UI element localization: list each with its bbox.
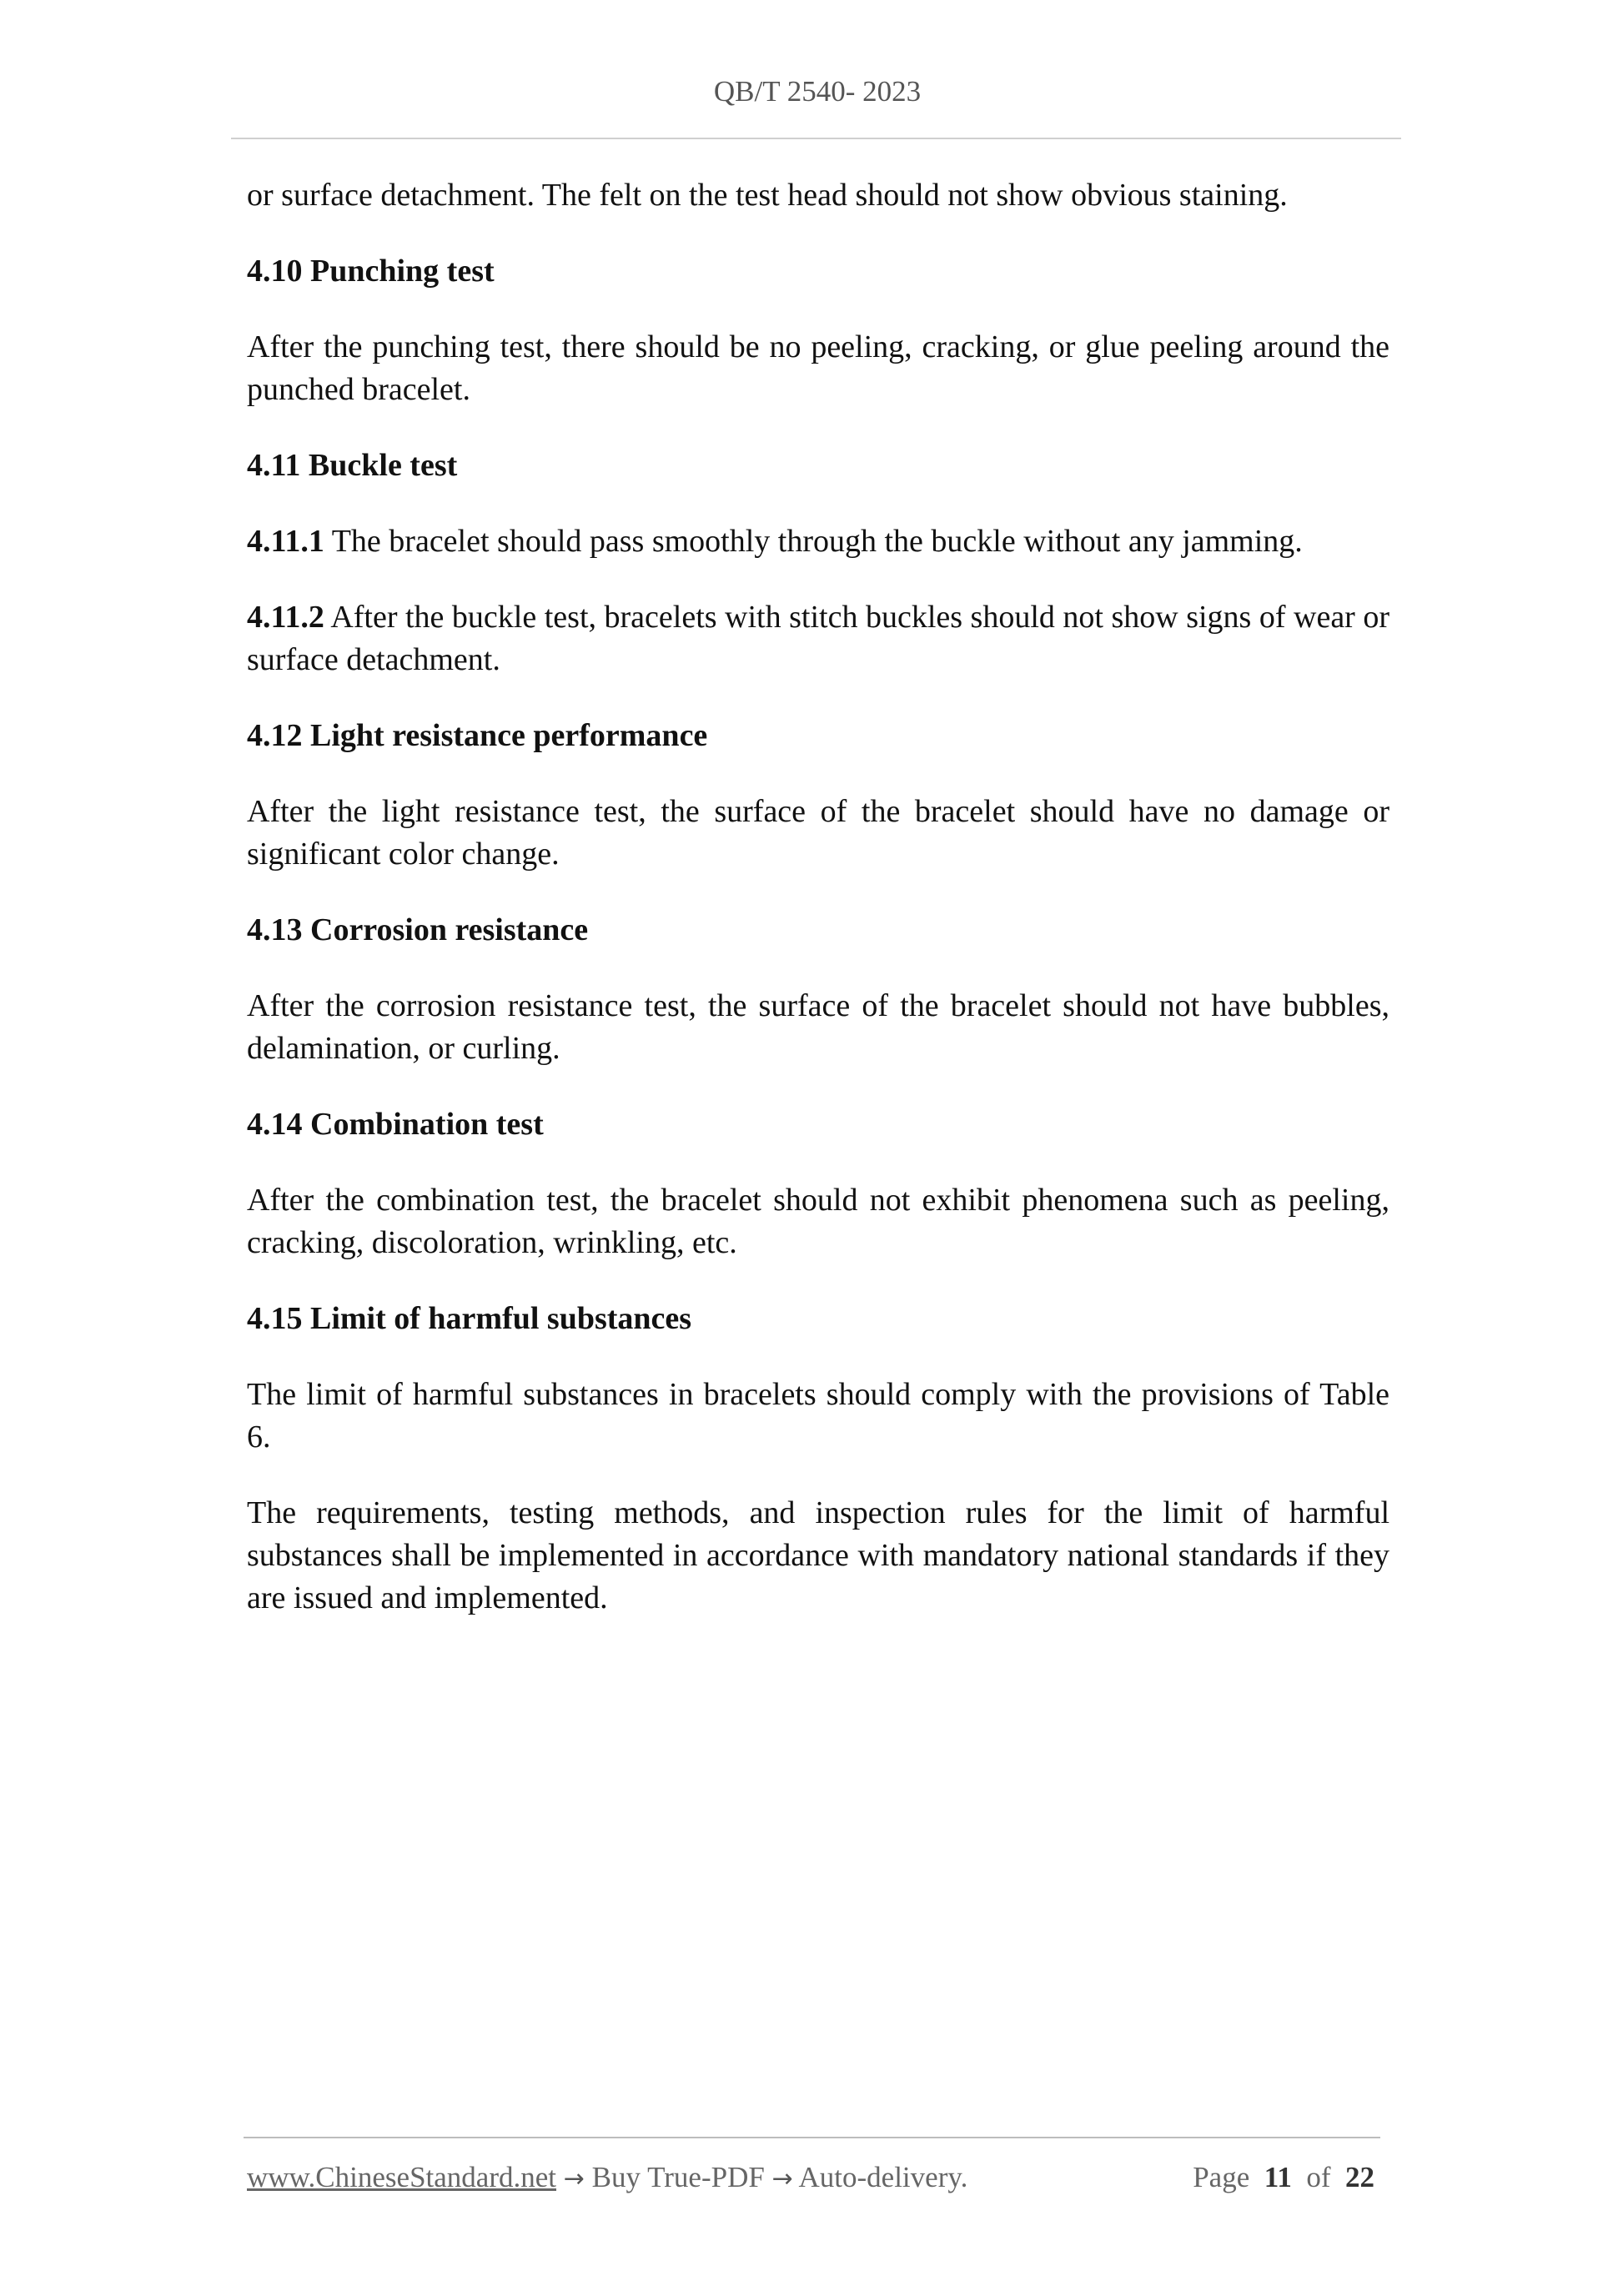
clause-text-4-11-1: The bracelet should pass smoothly through the buckle without any jamming.	[324, 524, 1303, 559]
right-arrow-icon: →	[563, 2164, 585, 2193]
auto-delivery-text: Auto-delivery.	[792, 2161, 968, 2193]
right-arrow-icon: →	[771, 2164, 793, 2193]
section-text-4-15-a: The limit of harmful substances in bracelets should comply with the provisions of Table 6.	[247, 1377, 1389, 1454]
section-heading-4-11: 4.11 Buckle test	[247, 448, 458, 483]
page-label: Page	[1193, 2161, 1250, 2193]
clause-number-4-11-2: 4.11.2	[247, 600, 324, 635]
page-total: 22	[1345, 2161, 1374, 2193]
continuation-paragraph: or surface detachment. The felt on the test head should not show obvious staining.	[247, 178, 1288, 213]
document-id-header: QB/T 2540- 2023	[713, 75, 922, 108]
section-heading-4-10: 4.10 Punching test	[247, 254, 495, 289]
page-footer	[247, 2161, 1381, 2203]
section-text-4-12: After the light resistance test, the surface of the bracelet should have no damage or significant color change.	[247, 794, 1389, 872]
clause-4-11-1	[247, 520, 1389, 563]
page-number	[1193, 2161, 1374, 2194]
section-heading-4-12: 4.12 Light resistance performance	[247, 718, 708, 753]
site-link[interactable]: www.ChineseStandard.net	[247, 2161, 556, 2193]
footer-promo	[247, 2161, 967, 2194]
section-heading-4-15: 4.15 Limit of harmful substances	[247, 1301, 692, 1336]
section-text-4-10: After the punching test, there should be no peeling, cracking, or glue peeling around the punched bracelet.	[247, 329, 1389, 407]
clause-4-11-2	[247, 596, 1389, 681]
of-label: of	[1306, 2161, 1331, 2193]
section-text-4-13: After the corrosion resistance test, the surface of the bracelet should not have bubbles, delamination, or curling.	[247, 988, 1389, 1066]
header-divider	[231, 138, 1401, 139]
footer-divider	[244, 2137, 1380, 2138]
section-heading-4-14: 4.14 Combination test	[247, 1107, 544, 1142]
section-heading-4-13: 4.13 Corrosion resistance	[247, 912, 589, 947]
page-current: 11	[1264, 2161, 1292, 2193]
section-text-4-15-b: The requirements, testing methods, and inspection rules for the limit of harmful substances shall be implemented in accordance with mandatory national standards if they are issued and implemented.	[247, 1495, 1389, 1615]
clause-text-4-11-2: After the buckle test, bracelets with stitch buckles should not show signs of wear or surface detachment.	[247, 600, 1389, 677]
page-content	[247, 174, 1389, 1653]
section-text-4-14: After the combination test, the bracelet should not exhibit phenomena such as peeling, cracking, discoloration, wrinkling, etc.	[247, 1183, 1389, 1260]
clause-number-4-11-1: 4.11.1	[247, 524, 324, 559]
buy-pdf-text: Buy True-PDF	[584, 2161, 772, 2193]
